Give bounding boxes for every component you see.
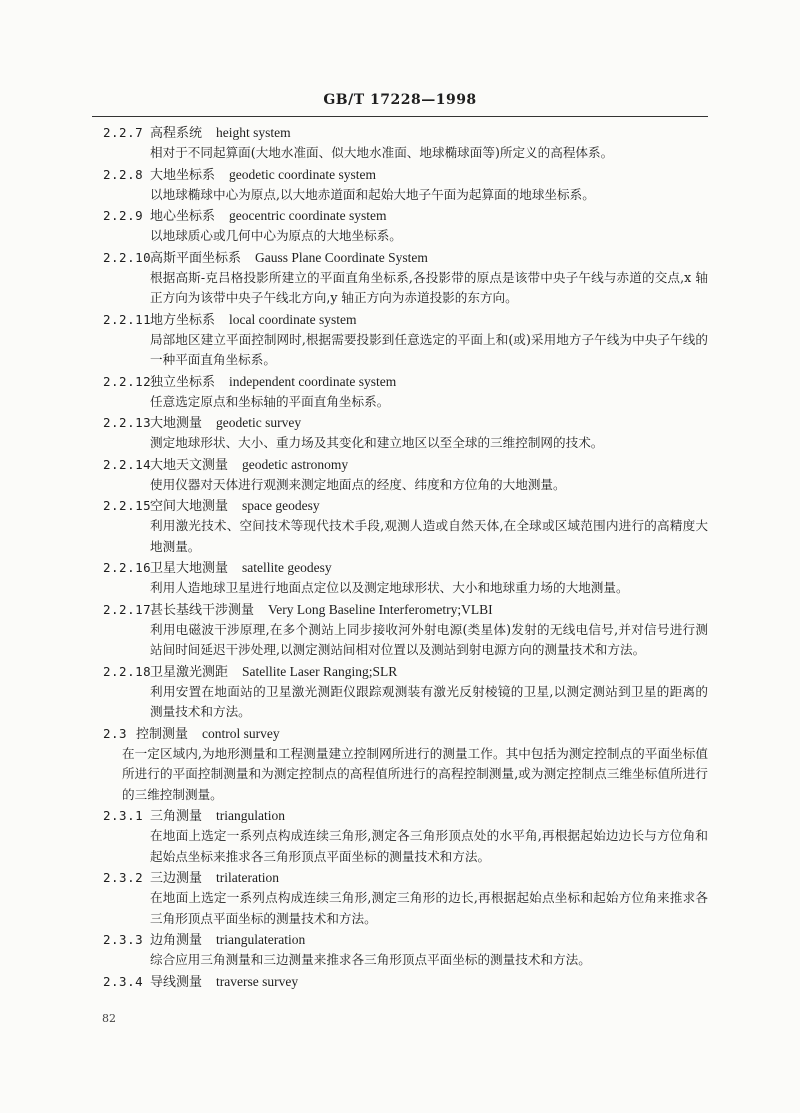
term-title	[150, 454, 348, 476]
term-english: Gauss Plane Coordinate System	[255, 249, 428, 265]
term-chinese: 大地坐标系	[150, 167, 216, 183]
term-chinese: 三角测量	[150, 809, 203, 824]
page-number: 82	[102, 1012, 116, 1025]
term-heading	[0, 454, 800, 475]
term-english: geodetic coordinate system	[229, 166, 376, 182]
term-heading	[0, 971, 800, 992]
term-english: control survey	[202, 725, 280, 741]
term-number: 2.3.2	[103, 870, 144, 885]
term-entry	[0, 805, 800, 867]
term-title	[150, 164, 376, 186]
term-heading	[0, 929, 800, 950]
term-heading	[0, 247, 800, 268]
term-chinese: 高斯平面坐标系	[150, 250, 242, 266]
term-entry	[0, 371, 800, 413]
term-definition: 利用电磁波干涉原理,在多个测站上同步接收河外射电源(类星体)发射的无线电信号,并对信号进行测站间时间延迟干涉处理,以测定测站间相对位置以及测站到射电源方向的测量技术和方法。	[150, 621, 708, 657]
page-header-title: GB/T 17228—1998	[323, 92, 477, 108]
document-body	[0, 122, 800, 992]
term-title	[150, 805, 285, 827]
term-definition: 综合应用三角测量和三边测量来推求各三角形顶点平面坐标的测量技术和方法。	[150, 952, 591, 967]
term-title	[136, 723, 280, 745]
term-english: geodetic survey	[216, 415, 302, 430]
term-title	[150, 599, 493, 621]
term-english: triangulation	[216, 808, 285, 823]
term-number: 2.2.18	[103, 663, 152, 679]
term-title	[150, 557, 332, 579]
term-title	[150, 867, 279, 889]
term-title	[150, 122, 291, 144]
term-entry	[0, 557, 800, 599]
term-chinese: 导线测量	[150, 974, 203, 990]
term-number: 2.3.4	[103, 973, 144, 989]
term-english: local coordinate system	[229, 311, 357, 327]
term-title	[150, 205, 386, 227]
term-definition: 在地面上选定一系列点构成连续三角形,测定各三角形顶点处的水平角,再根据起始边边长与方位角和起始点坐标来推求各三角形顶点平面坐标的测量技术和方法。	[150, 828, 708, 864]
term-heading	[0, 122, 800, 143]
term-number: 2.2.12	[103, 373, 152, 389]
term-definition: 在一定区域内,为地形测量和工程测量建立控制网所进行的测量工作。其中包括为测定控制点的平面坐标值所进行的平面控制测量和为测定控制点的高程值所进行的高程控制测量,或为测定控制点三维坐标值所进行的三维控制测量。	[122, 745, 708, 802]
term-definition: 利用激光技术、空间技术等现代技术手段,观测人造或自然天体,在全球或区域范围内进行的高精度大地测量。	[150, 518, 708, 554]
term-heading	[0, 164, 800, 185]
term-chinese: 地方坐标系	[150, 312, 216, 328]
term-definition: 测定地球形状、大小、重力场及其变化和建立地区以至全球的三维控制网的技术。	[150, 435, 604, 450]
term-number: 2.2.10	[103, 249, 152, 265]
term-entry	[0, 309, 800, 371]
term-chinese: 空间大地测量	[150, 499, 229, 514]
term-number: 2.3.1	[103, 808, 144, 823]
term-definition: 任意选定原点和坐标轴的平面直角坐标系。	[150, 393, 390, 409]
term-chinese: 大地天文测量	[150, 457, 229, 473]
term-number: 2.2.15	[103, 498, 152, 513]
term-entry	[0, 599, 800, 661]
term-chinese: 地心坐标系	[150, 209, 216, 224]
term-heading	[0, 495, 800, 516]
term-english: independent coordinate system	[229, 373, 397, 389]
term-english: geodetic astronomy	[242, 456, 349, 472]
term-definition: 利用人造地球卫星进行地面点定位以及测定地球形状、大小和地球重力场的大地测量。	[150, 580, 629, 595]
term-chinese: 独立坐标系	[150, 374, 216, 390]
term-definition: 在地面上选定一系列点构成连续三角形,测定三角形的边长,再根据起始点坐标和起始方位角来推求各三角形顶点平面坐标的测量技术和方法。	[150, 890, 708, 926]
term-definition: 相对于不同起算面(大地水准面、似大地水准面、地球椭球面等)所定义的高程体系。	[150, 145, 614, 160]
term-entry	[0, 867, 800, 929]
term-english: Satellite Laser Ranging;SLR	[242, 663, 398, 679]
term-title	[150, 495, 320, 517]
term-heading	[0, 723, 800, 744]
term-entry	[0, 247, 800, 309]
term-heading	[0, 205, 800, 226]
term-english: triangulateration	[216, 932, 306, 947]
term-heading	[0, 412, 800, 433]
term-number: 2.2.7	[103, 125, 144, 140]
term-entry	[0, 495, 800, 557]
term-title	[150, 247, 428, 269]
term-heading	[0, 599, 800, 620]
term-entry	[0, 164, 800, 206]
term-english: trilateration	[216, 870, 279, 885]
term-entry	[0, 122, 800, 164]
term-title	[150, 309, 356, 331]
term-chinese: 卫星大地测量	[150, 561, 229, 576]
term-title	[150, 412, 301, 434]
term-number: 2.3	[103, 725, 128, 741]
term-number: 2.2.16	[103, 560, 152, 575]
term-english: Very Long Baseline Interferometry;VLBI	[268, 601, 493, 617]
term-title	[150, 371, 396, 393]
term-chinese: 控制测量	[136, 726, 189, 742]
term-number: 2.3.3	[103, 932, 144, 947]
term-title	[150, 971, 298, 993]
term-definition: 以地球质心或几何中心为原点的大地坐标系。	[150, 228, 402, 243]
term-english: space geodesy	[242, 498, 320, 513]
term-definition: 根据高斯-克吕格投影所建立的平面直角坐标系,各投影带的原点是该带中央子午线与赤道的交点,x 轴正方向为该带中央子午线北方向,y 轴正方向为赤道投影的东方向。	[150, 269, 708, 305]
term-heading	[0, 661, 800, 682]
term-heading	[0, 371, 800, 392]
term-entry	[0, 661, 800, 723]
term-title	[150, 929, 305, 951]
term-chinese: 大地测量	[150, 416, 203, 431]
term-heading	[0, 557, 800, 578]
term-number: 2.2.13	[103, 415, 152, 430]
term-heading	[0, 805, 800, 826]
term-entry	[0, 971, 800, 992]
header-rule	[92, 116, 708, 117]
term-entry	[0, 205, 800, 247]
term-definition: 利用安置在地面站的卫星激光测距仪跟踪观测装有激光反射棱镜的卫星,以测定测站到卫星的距离的测量技术和方法。	[150, 683, 708, 719]
term-number: 2.2.14	[103, 456, 152, 472]
term-number: 2.2.17	[103, 601, 152, 617]
term-entry	[0, 412, 800, 454]
term-entry	[0, 723, 800, 806]
term-definition: 局部地区建立平面控制网时,根据需要投影到任意选定的平面上和(或)采用地方子午线为中央子午线的一种平面直角坐标系。	[150, 331, 708, 367]
term-number: 2.2.11	[103, 311, 152, 327]
term-heading	[0, 309, 800, 330]
term-english: traverse survey	[216, 973, 299, 989]
term-chinese: 甚长基线干涉测量	[150, 602, 255, 618]
term-chinese: 边角测量	[150, 933, 203, 948]
term-number: 2.2.9	[103, 208, 144, 223]
term-entry	[0, 454, 800, 496]
term-definition: 使用仪器对天体进行观测来测定地面点的经度、纬度和方位角的大地测量。	[150, 476, 566, 492]
term-english: satellite geodesy	[242, 560, 332, 575]
term-chinese: 高程系统	[150, 126, 203, 141]
term-chinese: 三边测量	[150, 871, 203, 886]
term-title	[150, 661, 397, 683]
term-entry	[0, 929, 800, 971]
term-definition: 以地球椭球中心为原点,以大地赤道面和起始大地子午面为起算面的地球坐标系。	[150, 186, 595, 202]
term-english: geocentric coordinate system	[229, 208, 387, 223]
term-english: height system	[216, 125, 291, 140]
term-chinese: 卫星激光测距	[150, 664, 229, 680]
term-heading	[0, 867, 800, 888]
term-number: 2.2.8	[103, 166, 144, 182]
